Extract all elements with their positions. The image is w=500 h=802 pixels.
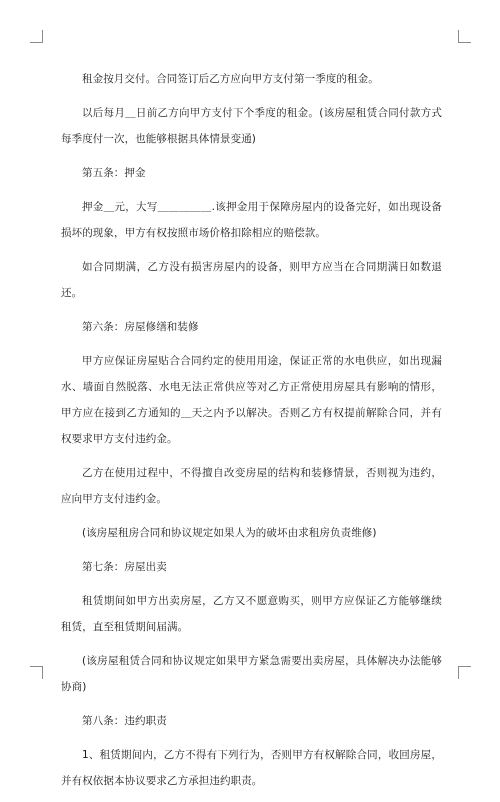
heading-article-7-sale: 第七条：房屋出卖	[82, 561, 167, 573]
paragraph-sale-note: (该房屋租赁合同和协议规定如果甲方紧急需要出卖房屋，具体解决办法能够协商)	[61, 655, 442, 693]
paragraph-quarterly-payment: 以后每月＿日前乙方向甲方支付下个季度的租金。(该房屋租赁合同付款方式每季度付一次，也能够根据具体情景变通)	[61, 107, 442, 145]
crop-mark-bottom-left	[30, 666, 43, 679]
heading-article-6-repairs: 第六条：房屋修缮和装修	[82, 321, 199, 333]
paragraph-sale-terms: 租赁期间如甲方出卖房屋，乙方又不愿意购买，则甲方应保证乙方能够继续租赁，直至租赁期间届满。	[61, 595, 442, 633]
paragraph-deposit-terms: 押金＿元，大写＿＿＿＿＿.该押金用于保障房屋内的设备完好，如出现设备损坏的现象，甲方有权按照市场价格扣除相应的赔偿款。	[61, 201, 442, 239]
crop-mark-top-right	[458, 30, 471, 43]
paragraph-damage-note: (该房屋租房合同和协议规定如果人为的破坏由求租房负责维修)	[82, 527, 377, 539]
crop-mark-top-left	[30, 30, 43, 43]
paragraph-tenant-alteration: 乙方在使用过程中，不得擅自改变房屋的结构和装修情景，否则视为违约，应向甲方支付违约金。	[61, 467, 442, 505]
crop-mark-bottom-right	[458, 666, 471, 679]
paragraph-deposit-refund: 如合同期满，乙方没有损害房屋内的设备，则甲方应当在合同期满日如数退还。	[61, 261, 442, 299]
paragraph-breach-item-1: 1、租赁期间内，乙方不得有下列行为，否则甲方有权解除合同，收回房屋，并有权依据本协议要求乙方承担违约职责。	[61, 749, 442, 787]
paragraph-landlord-repair-duty: 甲方应保证房屋贴合合同约定的使用用途，保证正常的水电供应，如出现漏水、墙面自然脱落、水电无法正常供应等对乙方正常使用房屋具有影响的情形，甲方应在接到乙方通知的＿天之内予以解决。否则乙方有权提前解除合同，并有权要求甲方支付违约金。	[61, 355, 442, 445]
document-body	[61, 66, 442, 802]
heading-article-5-deposit: 第五条：押金	[82, 167, 146, 179]
paragraph-rent-payment: 租金按月交付。合同签订后乙方应向甲方支付第一季度的租金。	[82, 73, 379, 85]
heading-article-8-breach: 第八条：违约职责	[82, 715, 167, 727]
